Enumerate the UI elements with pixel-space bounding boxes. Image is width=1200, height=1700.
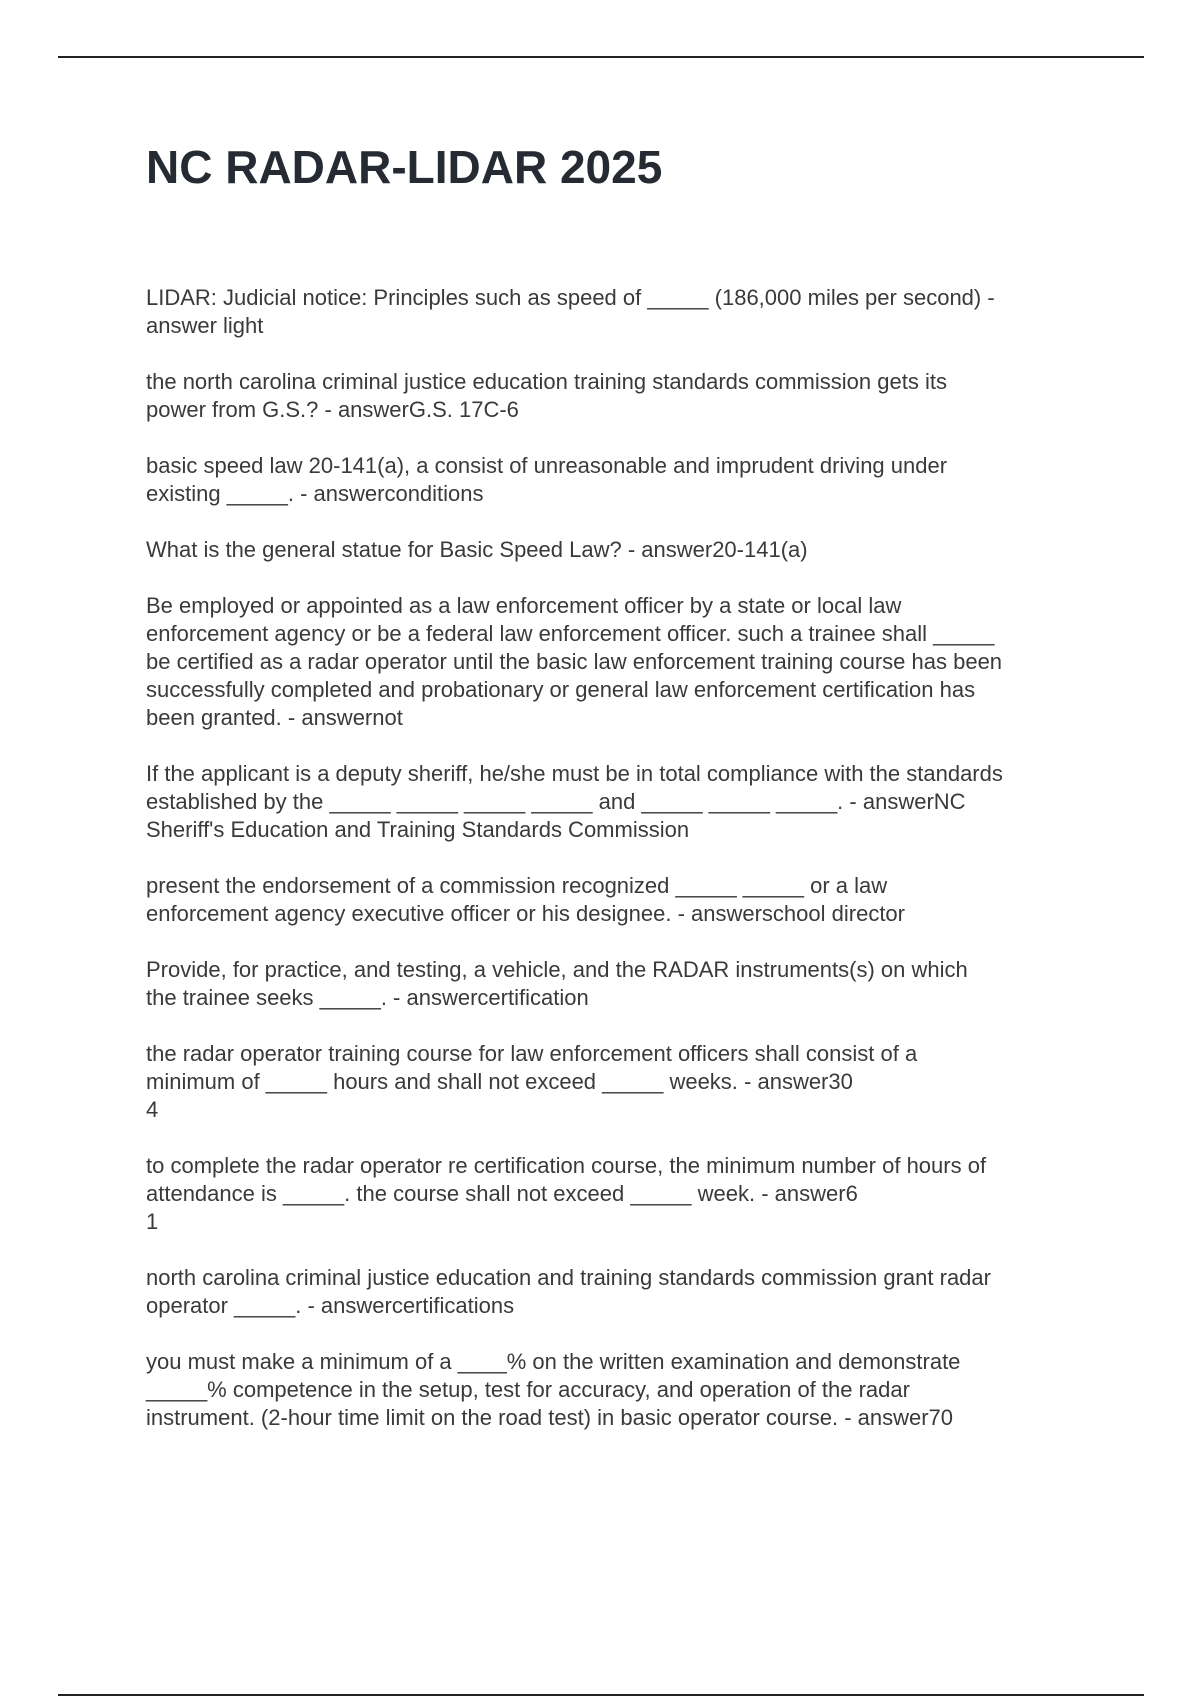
- qa-item: [146, 760, 1096, 844]
- qa-item-text: LIDAR: Judicial notice: Principles such as speed of _____ (186,000 miles per second) - answer light: [146, 285, 995, 338]
- qa-item-text: Provide, for practice, and testing, a vehicle, and the RADAR instruments(s) on which the trainee seeks _____. - answercertification: [146, 957, 968, 1010]
- qa-item-text: basic speed law 20-141(a), a consist of unreasonable and imprudent driving under existing _____. - answerconditions: [146, 453, 948, 506]
- qa-list: [146, 284, 1096, 1460]
- top-divider: [58, 56, 1144, 58]
- qa-item: [146, 452, 1096, 508]
- qa-item: [146, 872, 1096, 928]
- qa-item-text: north carolina criminal justice education and training standards commission grant radar operator _____. - answercertifications: [146, 1265, 991, 1318]
- qa-item-text: the north carolina criminal justice education training standards commission gets its power from G.S.? - answerG.S. 17C-6: [146, 369, 947, 422]
- bottom-divider: [58, 1694, 1144, 1696]
- qa-item: [146, 536, 1096, 564]
- qa-item: [146, 956, 1096, 1012]
- qa-item: [146, 1264, 1096, 1320]
- qa-item-text: you must make a minimum of a ____% on the written examination and demonstrate _____% competence in the setup, test for accuracy, and operation of the radar instrument. (2-hour time limit on the road test) in basic operator course. - answer70: [146, 1349, 961, 1430]
- qa-item-text: If the applicant is a deputy sheriff, he/she must be in total compliance with the standards established by the _____ _____ _____ _____ and _____ _____ _____. - answerNC Sheriff's Education and Training Standards Commission: [146, 761, 1003, 842]
- qa-item-text: the radar operator training course for law enforcement officers shall consist of a minimum of _____ hours and shall not exceed _____ weeks. - answer30 4: [146, 1041, 918, 1122]
- qa-item: [146, 284, 1096, 340]
- page-title: NC RADAR-LIDAR 2025: [146, 141, 663, 193]
- qa-item: [146, 1152, 1096, 1236]
- qa-item: [146, 1348, 1096, 1432]
- qa-item-text: Be employed or appointed as a law enforcement officer by a state or local law enforcement agency or be a federal law enforcement officer. such a trainee shall _____ be certified as a radar operator until the basic law enforcement training course has been successfully completed and probationary or general law enforcement certification has been granted. - answernot: [146, 593, 1003, 730]
- qa-item: [146, 592, 1096, 732]
- qa-item-text: present the endorsement of a commission recognized _____ _____ or a law enforcement agency executive officer or his designee. - answerschool director: [146, 873, 905, 926]
- qa-item-text: to complete the radar operator re certification course, the minimum number of hours of attendance is _____. the course shall not exceed _____ week. - answer6 1: [146, 1153, 987, 1234]
- qa-item-text: What is the general statue for Basic Speed Law? - answer20-141(a): [146, 537, 808, 562]
- qa-item: [146, 1040, 1096, 1124]
- qa-item: [146, 368, 1096, 424]
